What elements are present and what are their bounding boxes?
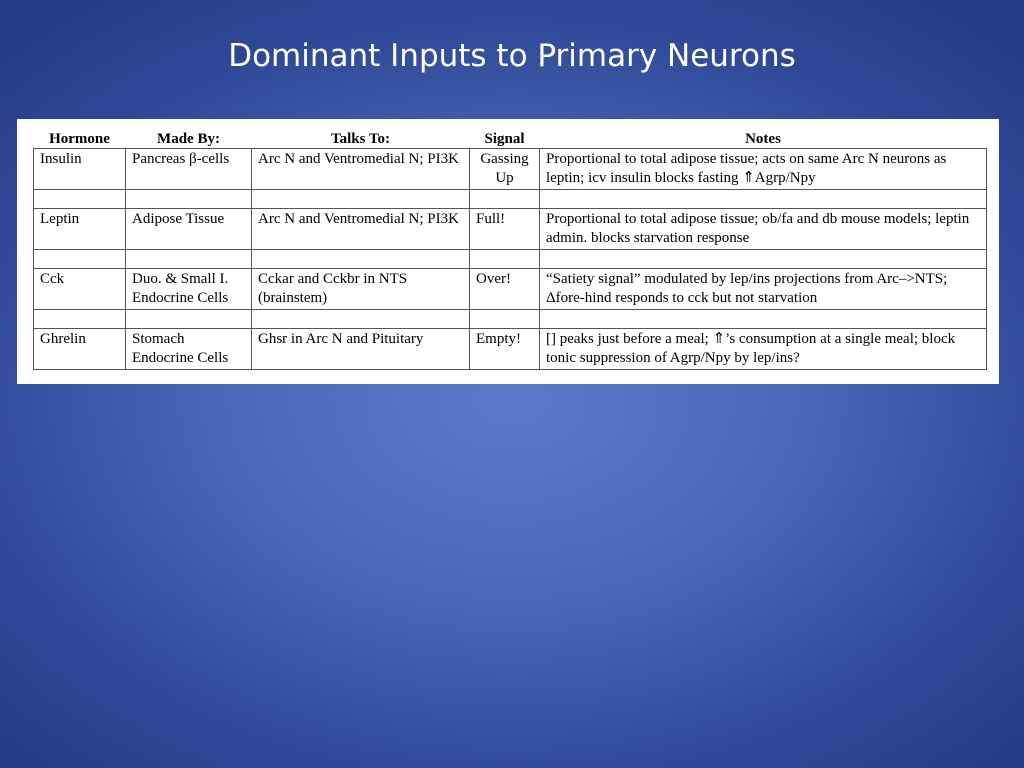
spacer-cell bbox=[34, 310, 126, 329]
cell-notes: Proportional to total adipose tissue; ob/fa and db mouse models; leptin admin. blocks starvation response bbox=[540, 209, 987, 250]
header-talks-to: Talks To: bbox=[330, 131, 391, 147]
table-row-leptin bbox=[34, 209, 987, 250]
spacer-cell bbox=[540, 310, 987, 329]
cell-made-by: Duo. & Small I. Endocrine Cells bbox=[126, 269, 252, 310]
table-spacer-row bbox=[34, 190, 987, 209]
cell-hormone: Cck bbox=[34, 269, 126, 310]
table-row-insulin bbox=[34, 149, 987, 190]
spacer-cell bbox=[126, 310, 252, 329]
spacer-cell bbox=[252, 190, 470, 209]
spacer-cell bbox=[252, 310, 470, 329]
cell-talks-to: Arc N and Ventromedial N; PI3K bbox=[252, 209, 470, 250]
spacer-cell bbox=[470, 310, 540, 329]
cell-talks-to: Cckar and Cckbr in NTS (brainstem) bbox=[252, 269, 470, 310]
cell-signal: Full! bbox=[470, 209, 540, 250]
spacer-cell bbox=[540, 250, 987, 269]
cell-signal: Over! bbox=[470, 269, 540, 310]
cell-hormone: Ghrelin bbox=[34, 329, 126, 370]
spacer-cell bbox=[252, 250, 470, 269]
cell-signal: Gassing Up bbox=[470, 149, 540, 190]
table-row-ghrelin bbox=[34, 329, 987, 370]
spacer-cell bbox=[34, 190, 126, 209]
cell-notes: “Satiety signal” modulated by lep/ins projections from Arc–>NTS; Δfore-hind responds to cck but not starvation bbox=[540, 269, 987, 310]
cell-talks-to: Ghsr in Arc N and Pituitary bbox=[252, 329, 470, 370]
cell-notes: [] peaks just before a meal; ⇑’s consumption at a single meal; block tonic suppression of Agrp/Npy by lep/ins? bbox=[540, 329, 987, 370]
table-spacer-row bbox=[34, 310, 987, 329]
spacer-cell bbox=[126, 190, 252, 209]
cell-talks-to: Arc N and Ventromedial N; PI3K bbox=[252, 149, 470, 190]
table-header-row bbox=[34, 130, 987, 149]
cell-hormone: Insulin bbox=[34, 149, 126, 190]
spacer-cell bbox=[126, 250, 252, 269]
table-spacer-row bbox=[34, 250, 987, 269]
header-signal: Signal bbox=[484, 131, 525, 147]
cell-made-by: Stomach Endocrine Cells bbox=[126, 329, 252, 370]
cell-signal: Empty! bbox=[470, 329, 540, 370]
cell-made-by: Adipose Tissue bbox=[126, 209, 252, 250]
cell-made-by: Pancreas β-cells bbox=[126, 149, 252, 190]
spacer-cell bbox=[34, 250, 126, 269]
header-made-by: Made By: bbox=[157, 131, 220, 147]
table-row-cck bbox=[34, 269, 987, 310]
spacer-cell bbox=[470, 190, 540, 209]
table-panel bbox=[17, 119, 999, 384]
hormone-table bbox=[33, 130, 987, 370]
header-hormone: Hormone bbox=[49, 131, 110, 147]
cell-hormone: Leptin bbox=[34, 209, 126, 250]
cell-notes: Proportional to total adipose tissue; acts on same Arc N neurons as leptin; icv insulin blocks fasting ⇑Agrp/Npy bbox=[540, 149, 987, 190]
spacer-cell bbox=[470, 250, 540, 269]
spacer-cell bbox=[540, 190, 987, 209]
header-notes: Notes bbox=[745, 131, 781, 147]
slide-title: Dominant Inputs to Primary Neurons bbox=[228, 38, 796, 74]
